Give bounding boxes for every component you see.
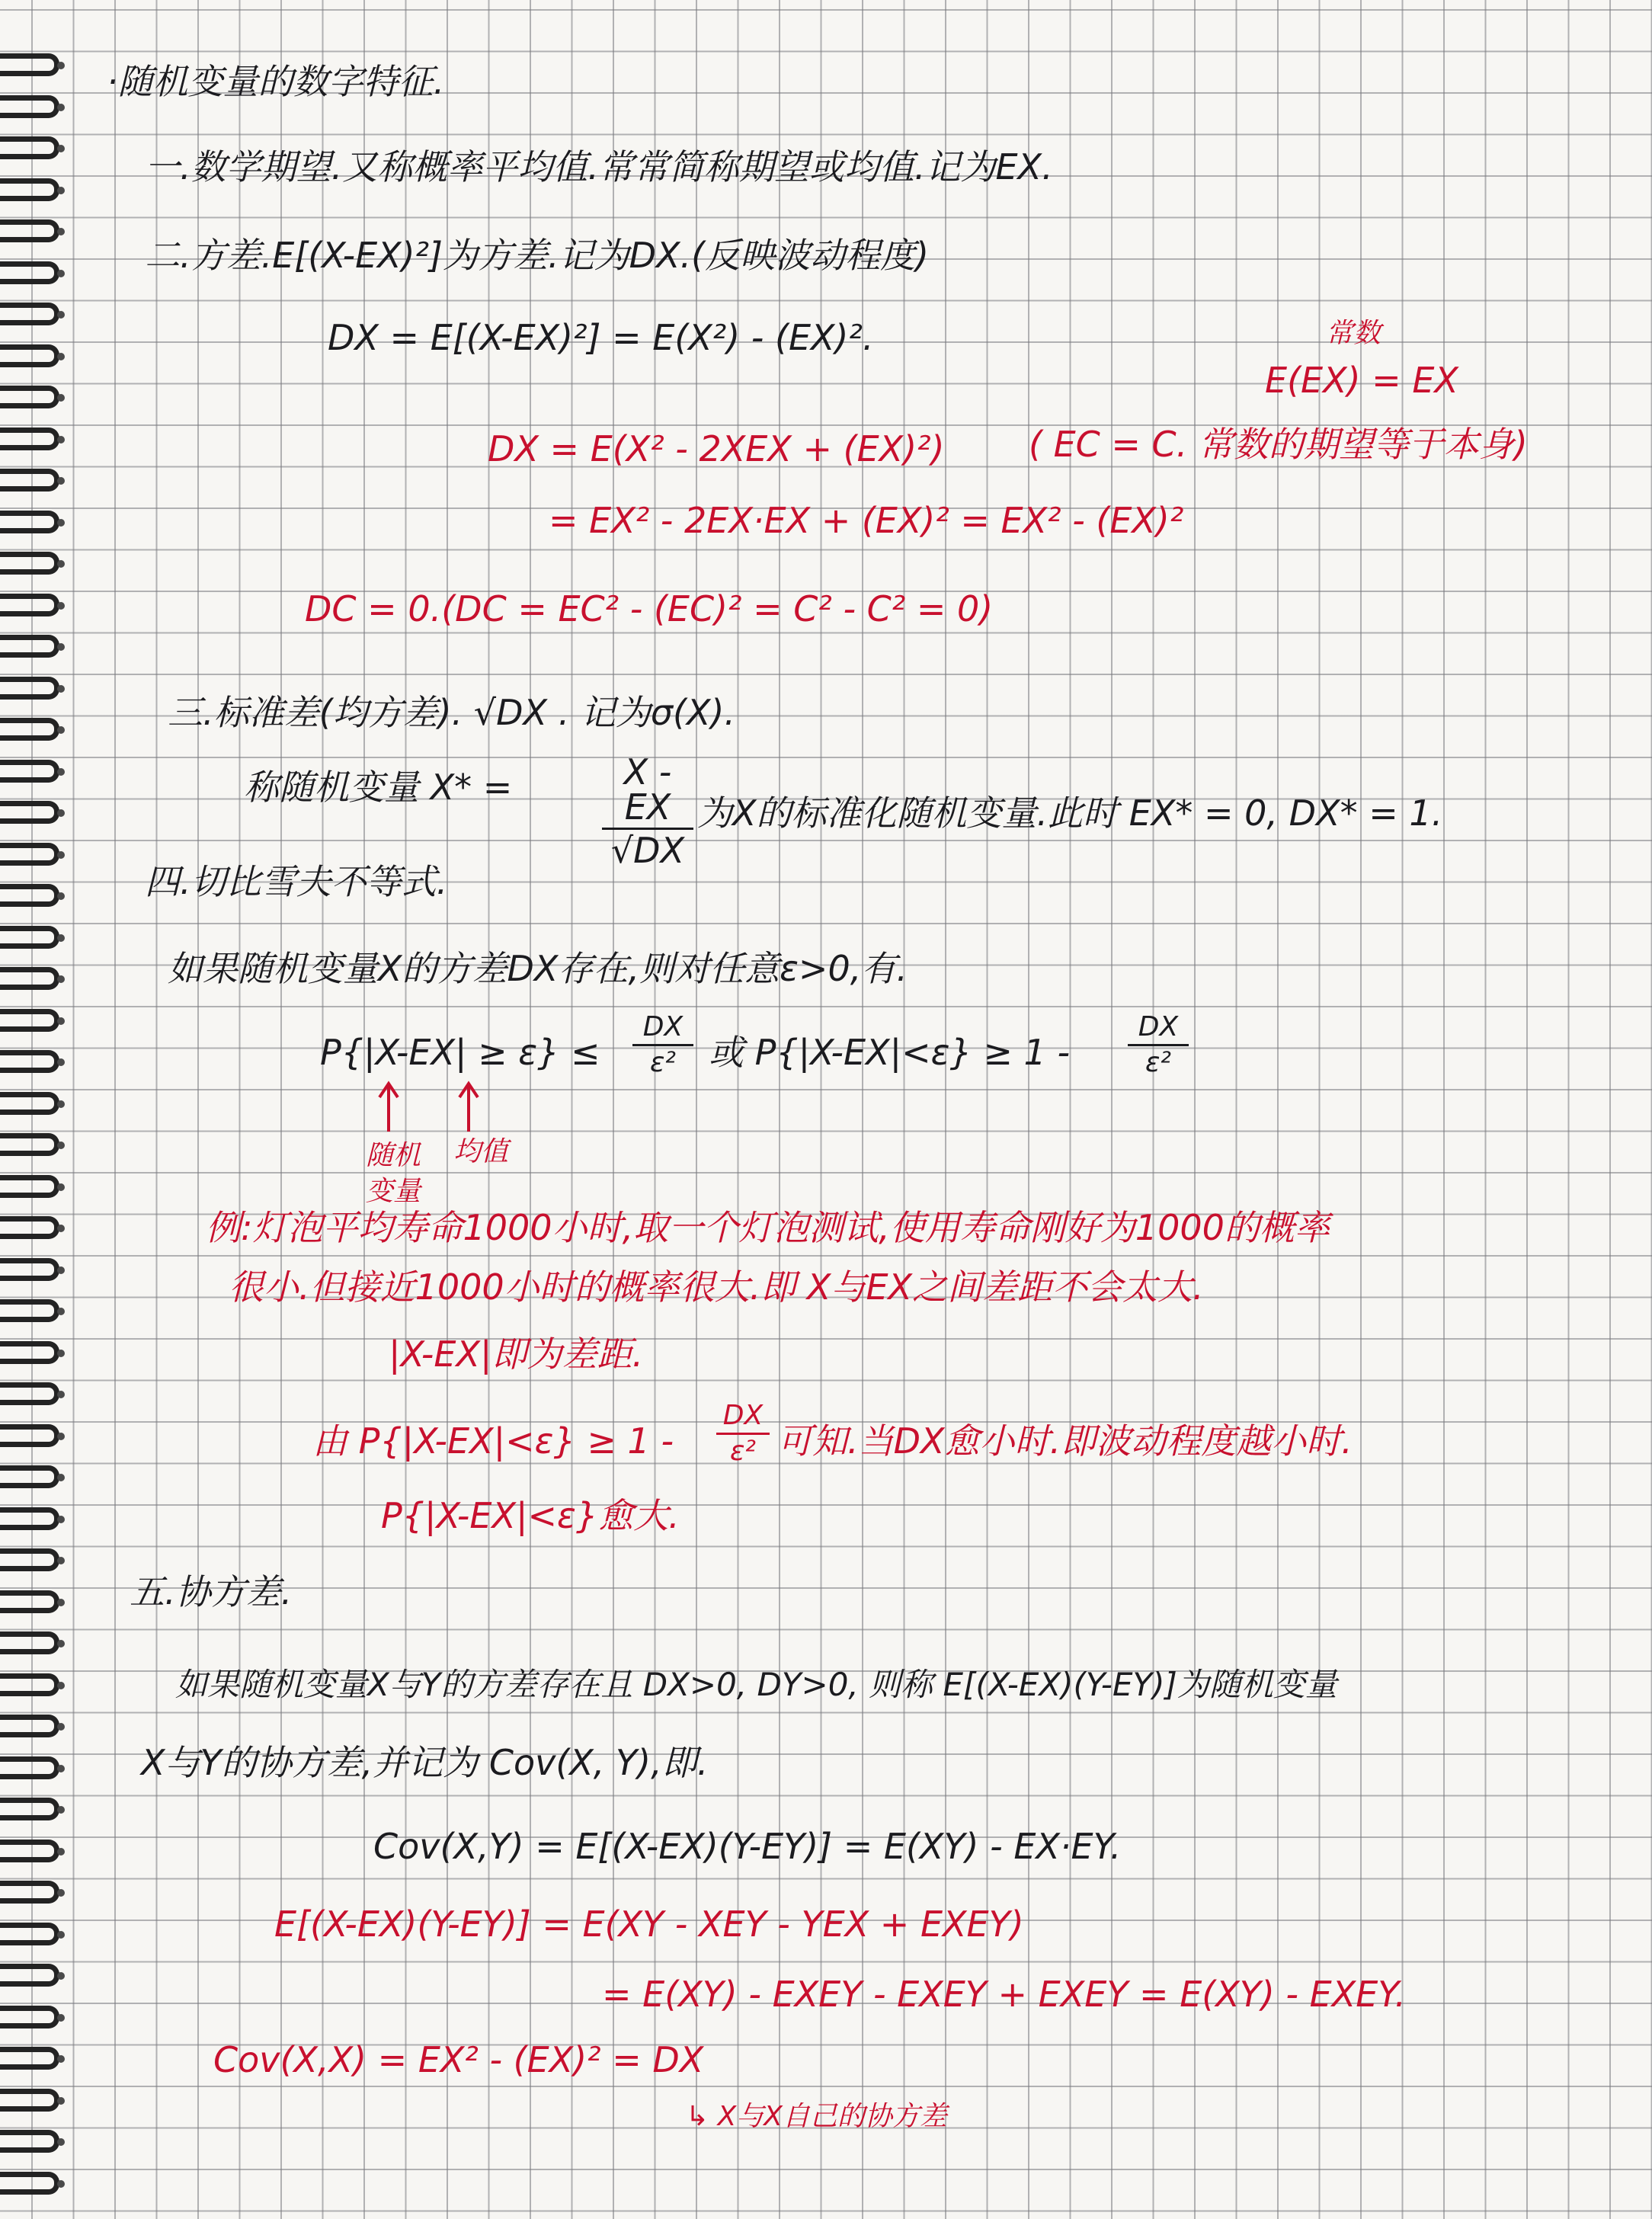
note-variance: 二.方差.E[(X-EX)²]为方差.记为DX.(反映波动程度) (145, 235, 930, 276)
binding-ring (0, 1881, 59, 1904)
binding-ring (0, 53, 59, 76)
binding-ring (0, 427, 59, 450)
page-title: ·随机变量的数字特征. (107, 61, 445, 102)
example-line-3: |X-EX|即为差距. (389, 1334, 644, 1375)
binding-ring (0, 1382, 59, 1405)
fraction-denominator: ε² (1145, 1047, 1171, 1078)
binding-ring (0, 967, 59, 990)
fraction-denominator: ε² (650, 1047, 676, 1078)
binding-ring (0, 884, 59, 907)
fraction-numerator: DX (722, 1400, 764, 1431)
note-standardized-lead: 称随机变量 X* = (244, 767, 513, 808)
note-standard-deviation: 三.标准差(均方差). √DX . 记为σ(X). (168, 692, 736, 733)
binding-ring (0, 2172, 59, 2195)
example-line-4-right: 可知.当DX愈小时.即波动程度越小时. (777, 1420, 1353, 1462)
binding-ring (0, 1923, 59, 1945)
note-covariance-formula: Cov(X,Y) = E[(X-EX)(Y-EY)] = E(XY) - EX·EY. (373, 1826, 1122, 1867)
annotation-mean: 均值 (453, 1136, 509, 1167)
annotation-arrows (366, 1074, 518, 1135)
binding-ring (0, 386, 59, 408)
annotation-constant-label: 常数 (1326, 318, 1381, 349)
annotation-random-variable: 随机 变量 (366, 1140, 421, 1207)
binding-ring (0, 1715, 59, 1737)
binding-ring (0, 511, 59, 533)
binding-ring (0, 1341, 59, 1364)
note-expectation: 一.数学期望.又称概率平均值.常常简称期望或均值.记为EX. (145, 146, 1053, 187)
standardized-fraction (602, 751, 693, 871)
note-covariance-def-1: 如果随机变量X与Y的方差存在且 DX>0, DY>0, 则称 E[(X-EX)(Y-EY)]为随机变量 (175, 1666, 1337, 1703)
example-line-4-left: 由 P{|X-EX|<ε} ≥ 1 - (312, 1420, 674, 1462)
binding-ring (0, 552, 59, 575)
derivation-cov-self: Cov(X,X) = EX² - (EX)² = DX (213, 2039, 704, 2080)
example-line-1: 例:灯泡平均寿命1000小时,取一个灯泡测试,使用寿命刚好为1000的概率 (206, 1207, 1330, 1248)
binding-ring (0, 219, 59, 242)
binding-ring (0, 2089, 59, 2112)
binding-ring (0, 303, 59, 325)
fraction-denominator: ε² (730, 1436, 756, 1467)
note-variance-formula: DX = E[(X-EX)²] = E(X²) - (EX)². (328, 317, 874, 358)
binding-ring (0, 1092, 59, 1115)
note-ec-constant: ( EC = C. 常数的期望等于本身) (1029, 424, 1528, 465)
binding-ring (0, 718, 59, 741)
derivation-dx-step2: = EX² - 2EX·EX + (EX)² = EX² - (EX)² (549, 500, 1184, 541)
binding-ring (0, 1548, 59, 1571)
binding-ring (0, 469, 59, 492)
annotation-self-covariance: ↳ X与X自己的协方差 (686, 2101, 947, 2132)
fraction-numerator: DX (642, 1011, 684, 1042)
binding-ring (0, 1424, 59, 1447)
fraction-bar (716, 1433, 770, 1435)
binding-ring (0, 1756, 59, 1779)
binding-ring (0, 1465, 59, 1488)
binding-ring (0, 677, 59, 700)
note-standardized-tail: 为X的标准化随机变量.此时 EX* = 0, DX* = 1. (697, 792, 1443, 834)
binding-ring (0, 594, 59, 616)
binding-ring (0, 95, 59, 118)
fraction-denominator: √DX (610, 830, 685, 871)
note-chebyshev-heading: 四.切比雪夫不等式. (145, 861, 448, 902)
chebyshev-fraction-2 (1128, 1013, 1189, 1077)
binding-ring (0, 1964, 59, 1987)
chebyshev-fraction-1 (632, 1013, 693, 1077)
example-line-2: 很小.但接近1000小时的概率很大.即 X与EX之间差距不会太大. (229, 1266, 1204, 1308)
annotation-e-of-ex: E(EX) = EX (1265, 360, 1458, 401)
fraction-bar (1128, 1044, 1189, 1046)
binding-ring (0, 1631, 59, 1654)
binding-ring (0, 1840, 59, 1862)
example-fraction (716, 1402, 770, 1465)
binding-ring (0, 1133, 59, 1156)
binding-ring (0, 1216, 59, 1239)
binding-ring (0, 1009, 59, 1032)
example-line-5: P{|X-EX|<ε}愈大. (381, 1495, 680, 1536)
derivation-dx-step1: DX = E(X² - 2XEX + (EX)²) (488, 428, 945, 469)
binding-ring (0, 178, 59, 201)
binding-ring (0, 1050, 59, 1073)
derivation-dc-zero: DC = 0.(DC = EC² - (EC)² = C² - C² = 0) (305, 588, 994, 629)
fraction-numerator: X - EX (623, 751, 672, 828)
binding-ring (0, 926, 59, 949)
binding-ring (0, 2006, 59, 2028)
note-covariance-def-2: X与Y的协方差,并记为 Cov(X, Y),即. (141, 1742, 709, 1783)
spiral-binding (0, 0, 84, 2219)
chebyshev-inequality-left: P{|X-EX| ≥ ε} ≤ (320, 1032, 600, 1073)
binding-ring (0, 1299, 59, 1322)
note-chebyshev-statement: 如果随机变量X的方差DX存在,则对任意ε>0,有. (168, 948, 908, 989)
binding-ring (0, 1258, 59, 1281)
binding-ring (0, 760, 59, 783)
binding-ring (0, 2047, 59, 2070)
chebyshev-inequality-right: 或 P{|X-EX|<ε} ≥ 1 - (709, 1032, 1071, 1073)
binding-ring (0, 136, 59, 159)
derivation-cov-step1: E[(X-EX)(Y-EY)] = E(XY - XEY - YEX + EXEY) (274, 1904, 1024, 1945)
binding-ring (0, 635, 59, 658)
binding-ring (0, 1590, 59, 1613)
binding-ring (0, 261, 59, 284)
note-covariance-heading: 五.协方差. (130, 1571, 293, 1612)
binding-ring (0, 1175, 59, 1198)
binding-ring (0, 1673, 59, 1696)
binding-ring (0, 843, 59, 866)
derivation-cov-step2: = E(XY) - EXEY - EXEY + EXEY = E(XY) - EXEY. (602, 1974, 1407, 2015)
binding-ring (0, 1507, 59, 1530)
fraction-numerator: DX (1138, 1011, 1179, 1042)
binding-ring (0, 2130, 59, 2153)
binding-ring (0, 1798, 59, 1820)
binding-ring (0, 344, 59, 367)
fraction-bar (632, 1044, 693, 1046)
binding-ring (0, 801, 59, 824)
